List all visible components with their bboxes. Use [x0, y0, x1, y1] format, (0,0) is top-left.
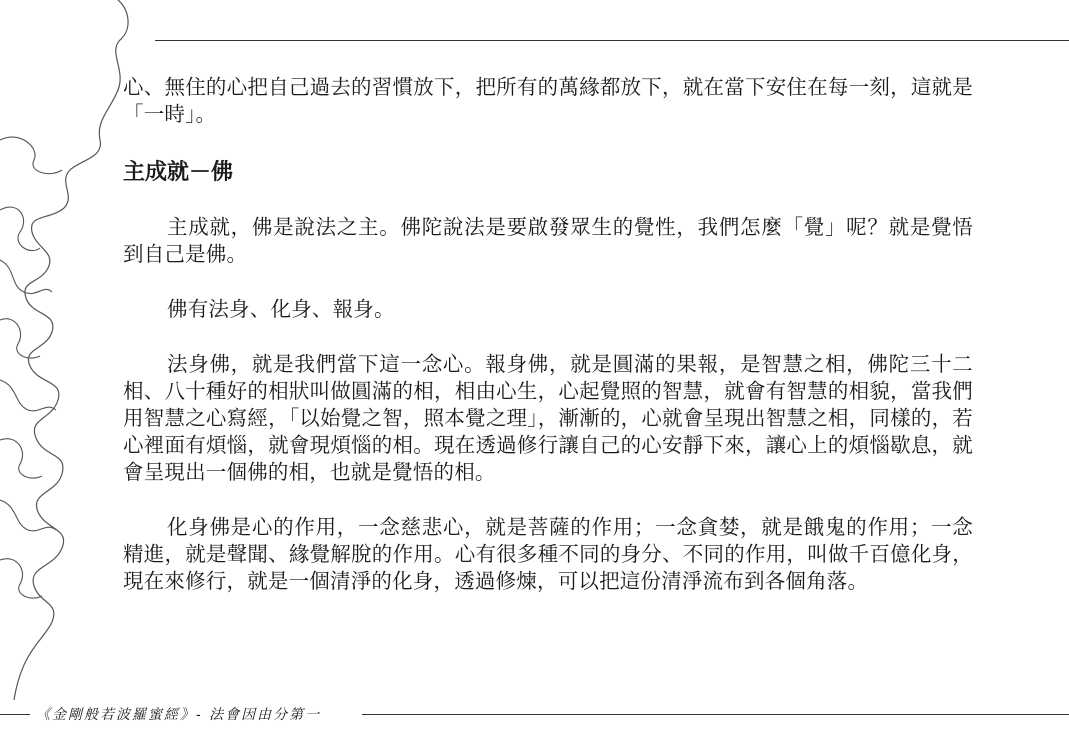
page-footer	[0, 702, 1069, 726]
paragraph-dharma-body: 法身佛，就是我們當下這一念心。報身佛，就是圓滿的果報，是智慧之相，佛陀三十二相、八十種好的相狀叫做圓滿的相，相由心生，心起覺照的智慧，就會有智慧的相貌，當我們用智慧之心寫經，「以始覺之智，照本覺之理」，漸漸的，心就會呈現出智慧之相，同樣的，若心裡面有煩惱，就會現煩惱的相。現在透過修行讓自己的心安靜下來，讓心上的煩惱歇息，就會呈現出一個佛的相，也就是覺悟的相。	[123, 352, 973, 484]
section-heading: 主成就－佛	[123, 160, 234, 185]
footer-title: 《金剛般若波羅蜜經》- 法會因由分第一	[36, 707, 322, 723]
paragraph-manifestation-body: 化身佛是心的作用，一念慈悲心，就是菩薩的作用；一念貪婪，就是餓鬼的作用；一念精進，就是聲聞、緣覺解脫的作用。心有很多種不同的身分、不同的作用，叫做千百億化身，現在來修行，就是一個清淨的化身，透過修煉，可以把這份清淨流布到各個角落。	[123, 515, 973, 593]
footer-rule-left	[0, 714, 30, 715]
footer-rule-right	[362, 714, 1069, 715]
header-rule	[155, 40, 1069, 41]
page-body	[123, 74, 973, 595]
paragraph-continuation: 心、無住的心把自己過去的習慣放下，把所有的萬緣都放下，就在當下安住在每一刻，這就是「一時」。	[123, 75, 973, 126]
paragraph-three-bodies: 佛有法身、化身、報身。	[167, 297, 395, 321]
decorative-ink-border	[0, 0, 140, 700]
paragraph-main-achievement: 主成就，佛是說法之主。佛陀說法是要啟發眾生的覺性，我們怎麼「覺」呢？就是覺悟到自己是佛。	[123, 215, 973, 266]
